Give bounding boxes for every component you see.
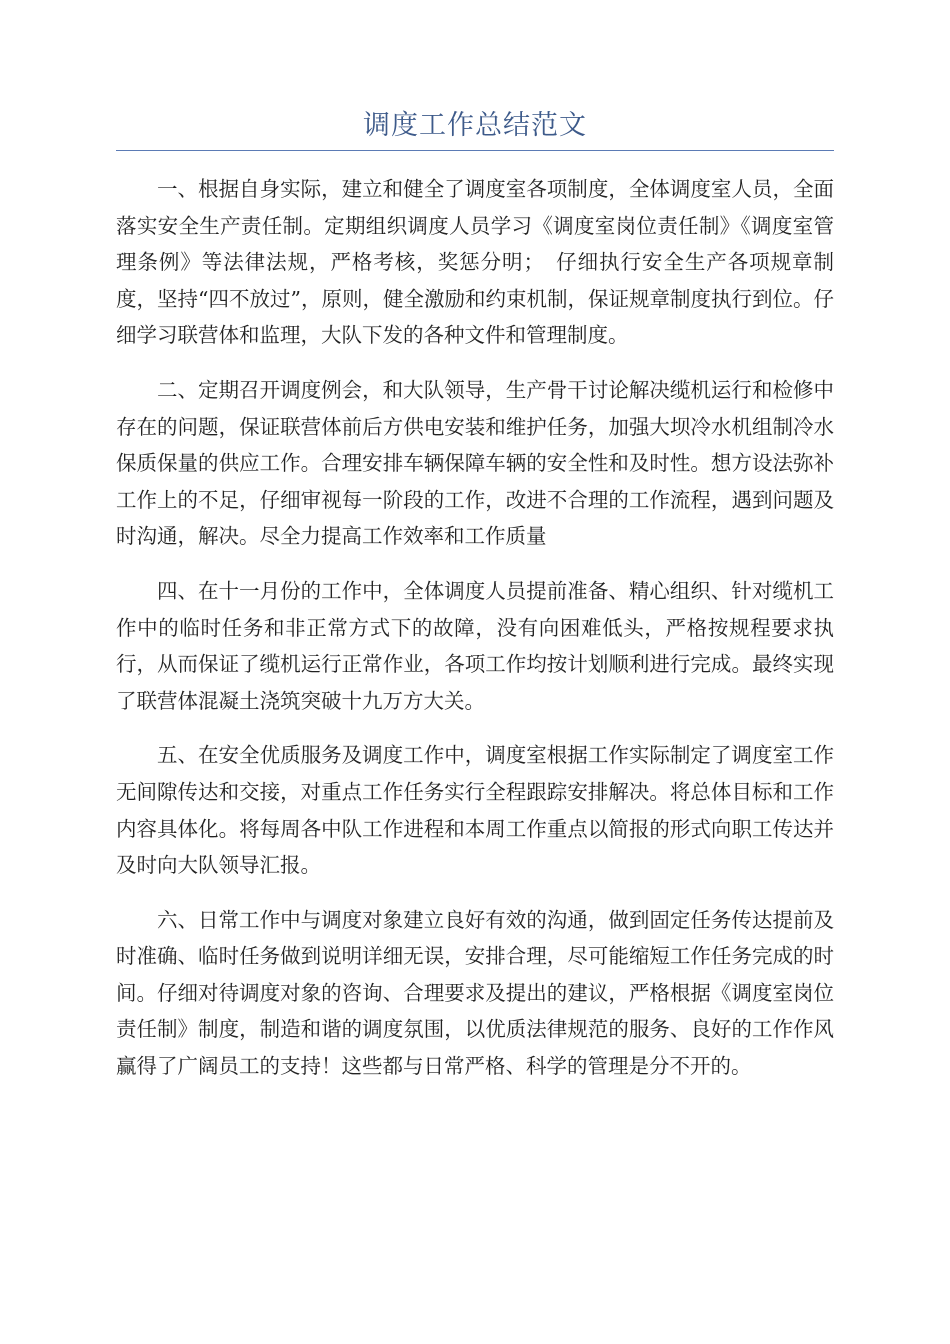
paragraph: 五、在安全优质服务及调度工作中，调度室根据工作实际制定了调度室工作无间隙传达和交接，对重点工作任务实行全程跟踪安排解决。将总体目标和工作内容具体化。将每周各中队工作进程和本周工作重点以简报的形式向职工传达并及时向大队领导汇报。 — [116, 743, 834, 878]
paragraph: 四、在十一月份的工作中，全体调度人员提前准备、精心组织、针对缆机工作中的临时任务和非正常方式下的故障，没有向困难低头，严格按规程要求执行，从而保证了缆机运行正常作业，各项工作均按计划顺利进行完成。最终实现了联营体混凝土浇筑突破十九万方大关。 — [116, 578, 834, 713]
paragraph: 六、日常工作中与调度对象建立良好有效的沟通，做到固定任务传达提前及时准确、临时任务做到说明详细无误，安排合理，尽可能缩短工作任务完成的时间。仔细对待调度对象的咨询、合理要求及提出的建议，严格根据《调度室岗位责任制》制度，制造和谐的调度氛围，以优质法律规范的服务、良好的工作作风赢得了广阔员工的支持！这些都与日常严格、科学的管理是分不开的。 — [116, 907, 834, 1079]
paragraph: 二、定期召开调度例会，和大队领导，生产骨干讨论解决缆机运行和检修中存在的问题，保证联营体前后方供电安装和维护任务，加强大坝冷水机组制冷水保质保量的供应工作。合理安排车辆保障车辆的安全性和及时性。想方设法弥补工作上的不足，仔细审视每一阶段的工作，改进不合理的工作流程，遇到问题及时沟通，解决。尽全力提高工作效率和工作质量 — [116, 377, 834, 549]
document-body — [116, 171, 834, 1085]
document-title: 调度工作总结范文 — [116, 108, 834, 151]
document-page — [116, 108, 834, 1103]
paragraph: 一、根据自身实际，建立和健全了调度室各项制度，全体调度室人员，全面落实安全生产责任制。定期组织调度人员学习《调度室岗位责任制》《调度室管理条例》等法律法规，严格考核，奖惩分明； 仔细执行安全生产各项规章制度，坚持“四不放过”，原则，健全激励和约束机制，保证规章制度执行到位。仔细学习联营体和监理，大队下发的各种文件和管理制度。 — [116, 177, 834, 348]
